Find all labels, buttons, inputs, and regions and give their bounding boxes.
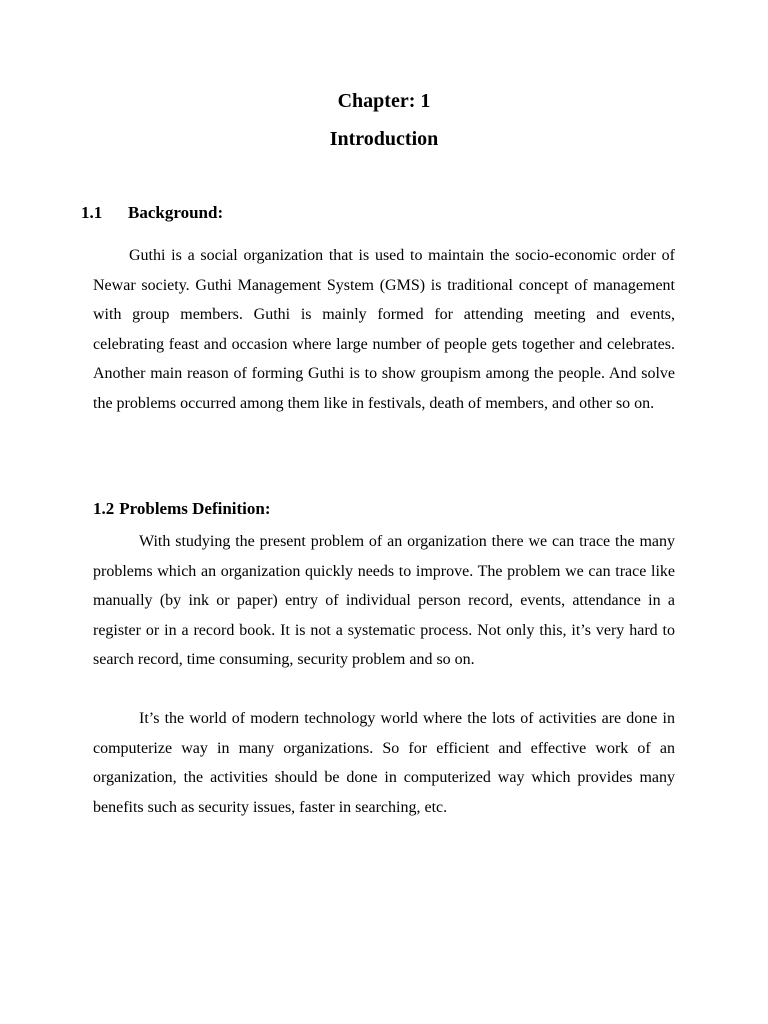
- background-paragraph: Guthi is a social organization that is used to maintain the socio-economic order of Newar society. Guthi Management System (GMS) is traditional concept of management with group members. Guthi is mainly formed for attending meeting and events, celebrating feast and occasion where large number of people gets together and celebrates. Another main reason of forming Guthi is to show groupism among the people. And solve the problems occurred among them like in festivals, death of members, and other so on.: [93, 247, 675, 412]
- problems-paragraph: It’s the world of modern technology world where the lots of activities are done in computerize way in many organizations. So for efficient and effective work of an organization, the activities should be done in computerized way which provides many benefits such as security issues, faster in searching, etc.: [93, 710, 675, 816]
- chapter-label: Chapter: 1: [337, 90, 431, 112]
- chapter-title: Introduction: [329, 128, 439, 150]
- section-title: Problems Definition:: [119, 499, 271, 518]
- section-number: 1.1: [81, 203, 103, 222]
- section-heading-background: [81, 201, 223, 225]
- section-title: Background:: [128, 203, 224, 222]
- section-number: 1.2: [93, 499, 115, 518]
- problems-paragraph: With studying the present problem of an organization there we can trace the many problems which an organization quickly needs to improve. The problem we can trace like manually (by ink or paper) entry of individual person record, events, attendance in a register or in a record book. It is not a systematic process. Not only this, it’s very hard to search record, time consuming, security problem and so on.: [93, 533, 675, 669]
- section-heading-problems-definition: [93, 497, 271, 521]
